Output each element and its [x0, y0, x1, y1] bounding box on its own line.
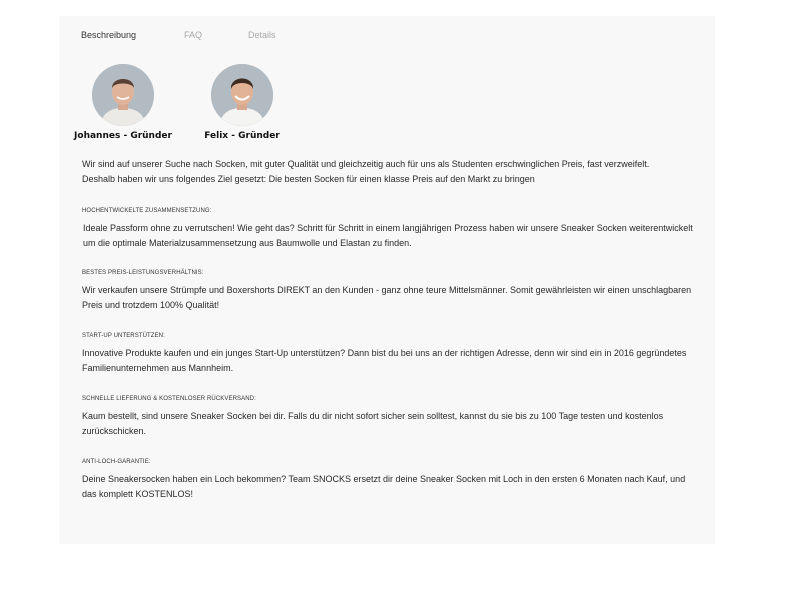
- founder-card-felix: [192, 64, 292, 141]
- tab-faq[interactable]: FAQ: [184, 30, 203, 40]
- person-photo-icon: [92, 64, 154, 126]
- section-body: Ideale Passform ohne zu verrutschen! Wie geht das? Schritt für Schritt in einem langjährigen Prozess haben wir unsere Sneaker Socken weiterentwickelt um die optimale Materialzusammensetzung aus Baumwolle und Elastan zu finden.: [83, 223, 693, 248]
- feature-section-shipping: [82, 396, 697, 439]
- founder-name: Johannes - Gründer: [74, 131, 172, 141]
- section-body: Wir verkaufen unsere Strümpfe und Boxershorts DIREKT an den Kunden - ganz ohne teure Mittelsmänner. Somit gewährleisten wir einen unschlagbaren Preis und trotzdem 100% Qualität!: [82, 285, 692, 310]
- avatar: [92, 64, 154, 126]
- founder-card-johannes: [73, 64, 173, 141]
- section-body: Kaum bestellt, sind unsere Sneaker Socken bei dir. Falls du dir nicht sofort sicher sein solltest, kannst du sie bis zu 100 Tage testen und kostenlos zurückschicken.: [82, 411, 664, 436]
- section-body: Deine Sneakersocken haben ein Loch bekommen? Team SNOCKS ersetzt dir deine Sneaker Socken mit Loch in den ersten 6 Monaten nach Kauf, und das komplett KOSTENLOS!: [82, 474, 686, 499]
- tab-beschreibung[interactable]: Beschreibung: [81, 30, 137, 40]
- section-heading: ANTI-LOCH-GARANTIE:: [82, 459, 151, 465]
- section-heading: BESTES PREIS-LEISTUNGSVERHÄLTNIS:: [82, 270, 204, 276]
- intro-line: Wir sind auf unserer Suche nach Socken, mit guter Qualität und gleichzeitig auch für uns als Studenten erschwinglichen Preis, fast verzweifelt.: [82, 159, 650, 169]
- founder-name: Felix - Gründer: [204, 131, 280, 141]
- section-heading: START-UP UNTERSTÜTZEN:: [82, 333, 165, 339]
- person-photo-icon: [211, 64, 273, 126]
- section-heading: HOCHENTWICKELTE ZUSAMMENSETZUNG:: [82, 208, 212, 214]
- product-description-panel: [59, 16, 715, 544]
- intro-text: [82, 157, 692, 187]
- section-heading: SCHNELLE LIEFERUNG & KOSTENLOSER RÜCKVERSAND:: [82, 396, 256, 402]
- feature-section-guarantee: [82, 459, 697, 502]
- feature-section-price: [82, 270, 697, 313]
- section-body: Innovative Produkte kaufen und ein junges Start-Up unterstützen? Dann bist du bei uns an der richtigen Adresse, denn wir sind ein in 2016 gegründetes Familienunternehmen aus Mannheim.: [82, 348, 687, 373]
- tab-details[interactable]: Details: [248, 30, 276, 40]
- feature-section-composition: [82, 208, 697, 251]
- avatar: [211, 64, 273, 126]
- intro-line: Deshalb haben wir uns folgendes Ziel gesetzt: Die besten Socken für einen klasse Preis auf den Markt zu bringen: [82, 174, 535, 184]
- feature-section-startup: [82, 333, 697, 376]
